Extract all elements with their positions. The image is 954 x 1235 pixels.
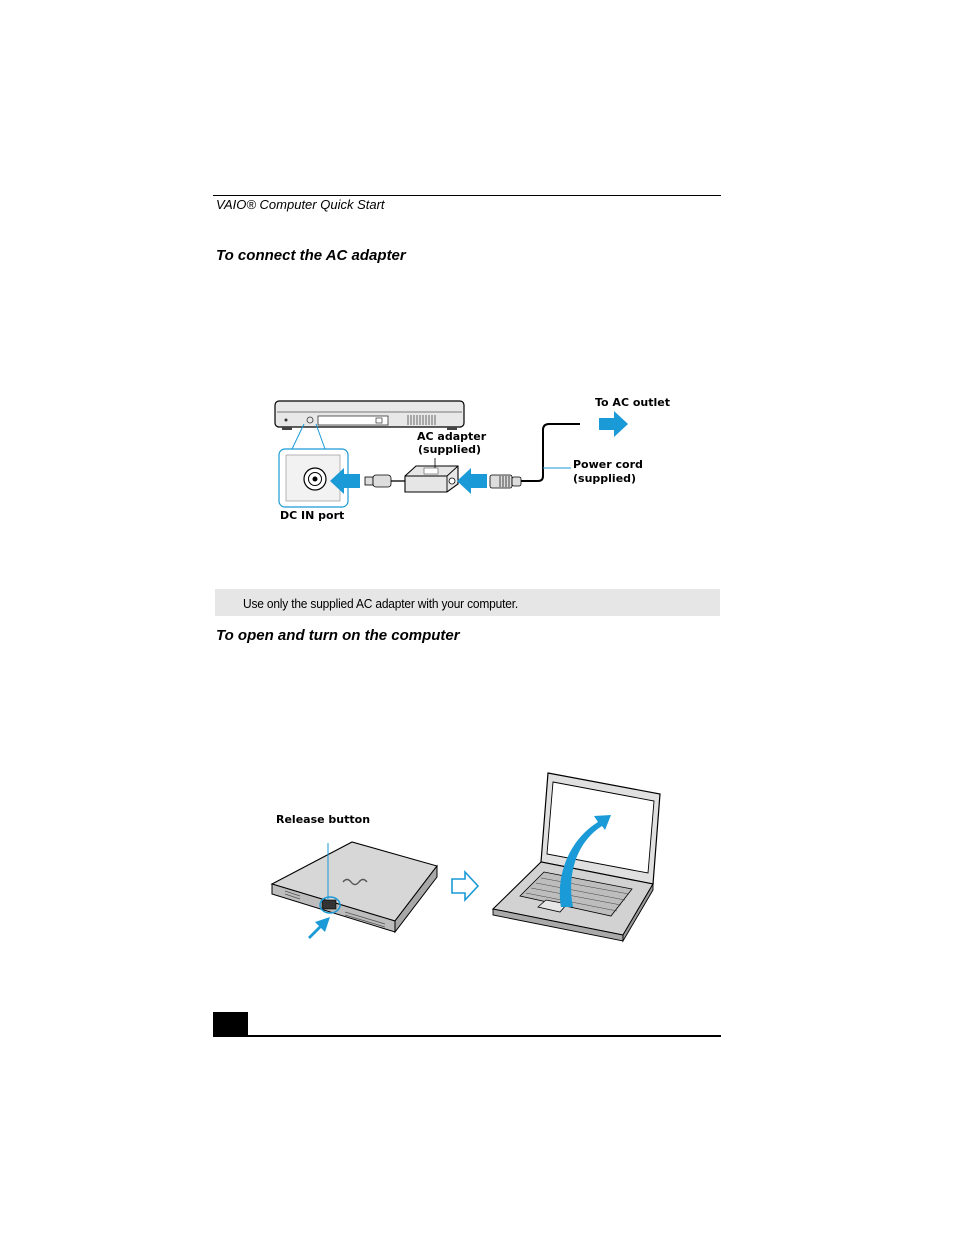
- closed-laptop: [272, 842, 437, 932]
- page-number-tab: [213, 1012, 248, 1037]
- running-header: VAIO® Computer Quick Start: [216, 197, 385, 212]
- section-heading-connect-ac: To connect the AC adapter: [216, 247, 406, 264]
- arrow-up-right-icon: [308, 917, 330, 939]
- label-release-button: Release button: [276, 813, 371, 826]
- open-laptop: [493, 773, 660, 941]
- release-button-icon: [322, 900, 336, 909]
- label-dc-in-port: DC IN port: [280, 509, 345, 522]
- outline-arrow-right-icon: [452, 872, 478, 900]
- label-to-ac-outlet: To AC outlet: [595, 396, 670, 409]
- label-ac-adapter-line2: (supplied): [418, 443, 482, 456]
- label-power-cord-line2: (supplied): [573, 472, 637, 485]
- label-power-cord-line1: Power cord: [573, 458, 643, 471]
- label-ac-adapter-line1: AC adapter: [417, 430, 487, 443]
- note-text: Use only the supplied AC adapter with your computer.: [243, 596, 518, 611]
- section-heading-open-computer: To open and turn on the computer: [216, 627, 460, 644]
- footer-rule: [213, 1035, 721, 1037]
